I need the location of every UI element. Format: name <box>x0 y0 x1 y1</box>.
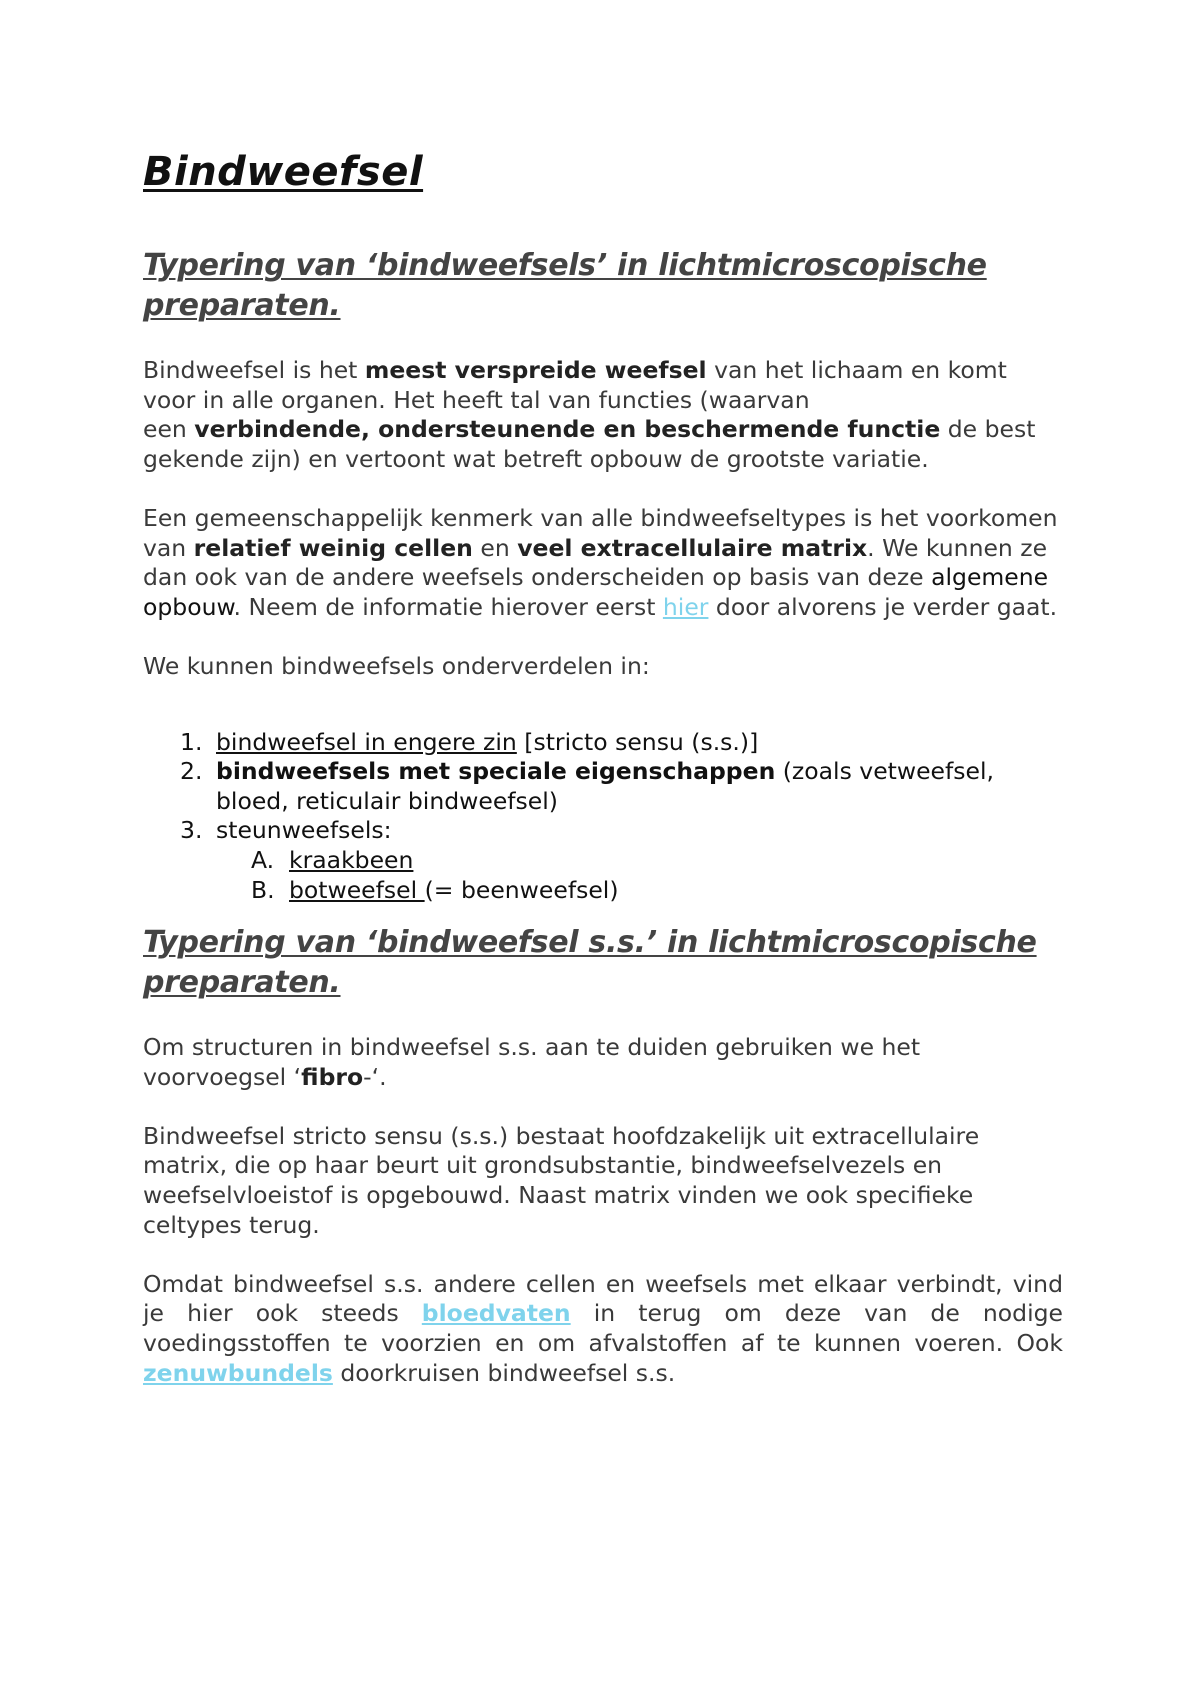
hier-link[interactable]: hier <box>662 592 709 621</box>
page-title: Bindweefsel <box>143 149 424 195</box>
emphasis: fibro <box>301 1062 364 1091</box>
section1-heading-line2: preparaten. <box>143 288 341 323</box>
emphasis: meest verspreide weefsel <box>364 356 707 384</box>
section2-heading <box>143 923 1063 1003</box>
section2-paragraph-1: Om structuren in bindweefsel s.s. aan te duiden gebruiken we het voorvoegsel ‘fibro-‘. <box>143 1033 921 1091</box>
section1-paragraph-1: Bindweefsel is het meest verspreide weefsel van het lichaam en komt voor in alle organen. Het heeft tal van functies (waarvan een verbindende, ondersteunende en beschermende functie de best gekende zijn) en vertoont wat betreft opbouw de grootste variatie. <box>143 356 1036 473</box>
list-subitem: B. botweefsel (= beenweefsel) <box>251 875 619 904</box>
list-item: 2. bindweefsels met speciale eigenschappen (zoals vetweefsel, bloed, reticulair bindweefsel) <box>180 757 994 815</box>
section1-paragraph-2: Een gemeenschappelijk kenmerk van alle bindweefseltypes is het voorkomen van relatief weinig cellen en veel extracellulaire matrix. We kunnen ze dan ook van de andere weefsels onderscheiden op basis van deze algemene opbouw. Neem de informatie hierover eerst hier door alvorens je verder gaat. <box>143 503 1058 621</box>
bloedvaten-link[interactable]: bloedvaten <box>421 1299 571 1328</box>
emphasis: veel extracellulaire matrix <box>517 533 868 562</box>
emphasis: relatief weinig cellen <box>193 533 473 562</box>
tissue-type-list <box>143 728 1063 906</box>
section2-paragraph-2: Bindweefsel stricto sensu (s.s.) bestaat hoofdzakelijk uit extracellulaire matrix, die op haar beurt uit grondsubstantie, bindweefselvezels en weefselvloeistof is opgebouwd. Naast matrix vinden we ook specifieke celtypes terug. <box>143 1121 980 1239</box>
section1-heading-line1: Typering van ‘bindweefsels’ in lichtmicroscopische <box>143 248 987 283</box>
section2-heading-line1: Typering van ‘bindweefsel s.s.’ in lichtmicroscopische <box>143 925 1037 961</box>
section1-heading <box>143 246 1063 326</box>
list-item: 1. bindweefsel in engere zin [stricto sensu (s.s.)] <box>180 727 759 756</box>
section2-paragraph-3: Omdat bindweefsel s.s. andere cellen en weefsels met elkaar verbindt, vind je hier ook steeds bloedvaten in terug om deze van de nodige voedingsstoffen te voorzien en om afvalstoffen af te kunnen voeren. Ook zenuwbundels doorkruisen bindweefsel s.s. <box>143 1269 1063 1387</box>
document-body <box>143 148 1063 1388</box>
list-subitem: A. kraakbeen <box>251 845 414 874</box>
section1-paragraph-3: We kunnen bindweefsels onderverdelen in: <box>143 651 650 680</box>
list-item: 3. steunweefsels: <box>180 816 392 845</box>
bindweefsel-engere-zin-link[interactable]: bindweefsel in engere zin <box>216 727 517 756</box>
section2-heading-line2: preparaten. <box>143 965 341 1001</box>
zenuwbundels-link[interactable]: zenuwbundels <box>143 1358 333 1387</box>
botweefsel-link[interactable]: botweefsel <box>289 875 425 904</box>
emphasis: verbindende, ondersteunende en beschermende functie <box>194 415 941 444</box>
kraakbeen-link[interactable]: kraakbeen <box>289 845 414 874</box>
emphasis: algemene opbouw <box>143 563 1049 621</box>
